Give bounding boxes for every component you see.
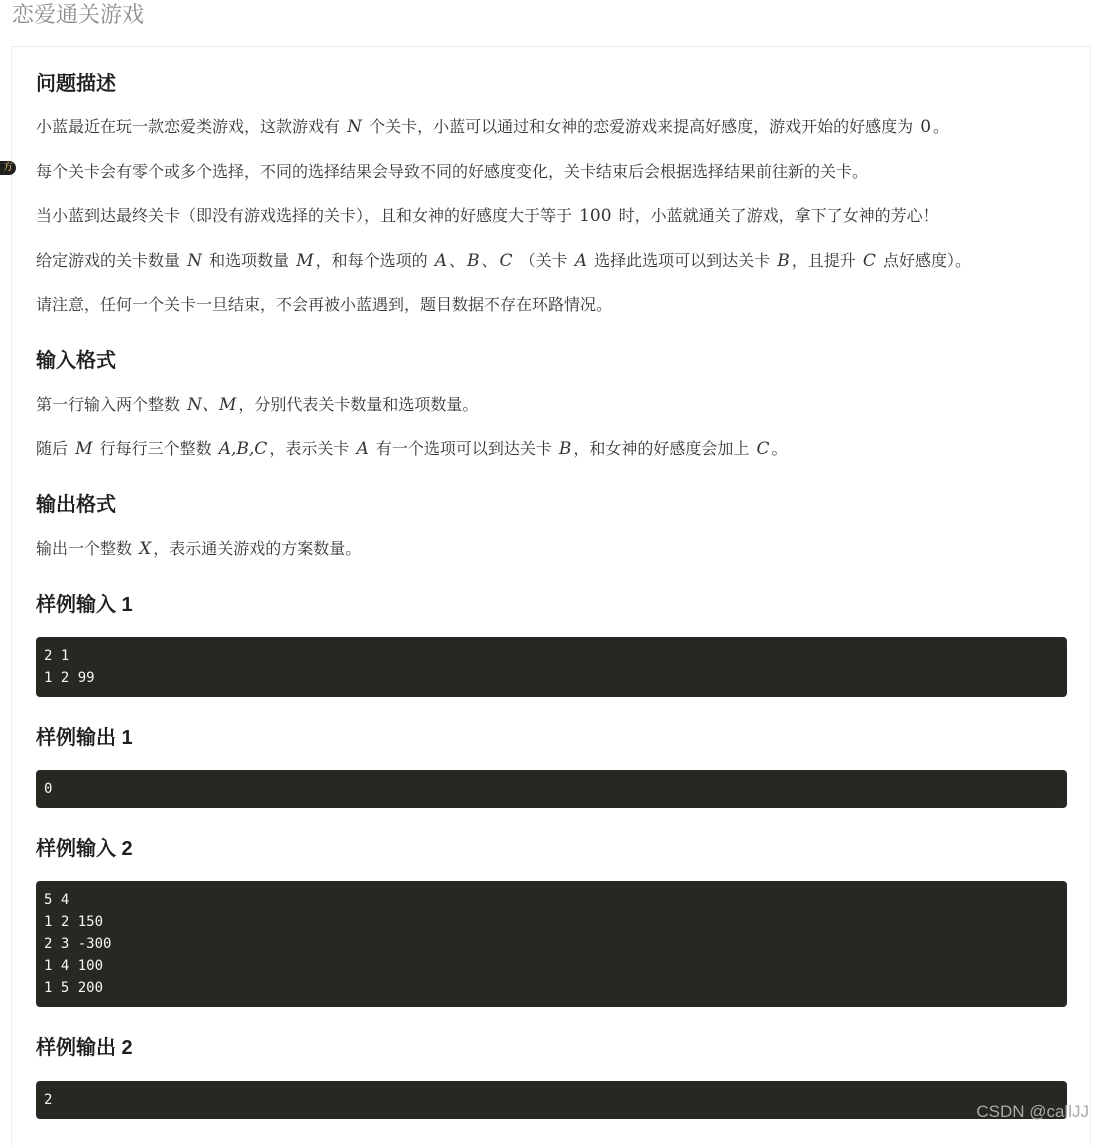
paragraph-input-line2: 随后 M 行每行三个整数 A,B,C ，表示关卡 A 有一个选项可以到达关卡 B ，和女神的好感度会加上 C 。 [36, 439, 788, 459]
watermark: CSDN @callJJ [976, 1102, 1089, 1121]
math-zero: 0 [920, 117, 932, 137]
math-N: N [187, 251, 202, 271]
code-block-sample-input-1[interactable]: 2 1 1 2 99 [36, 637, 1067, 697]
math-100: 100 [579, 206, 612, 226]
math-B: B [777, 251, 790, 271]
code-block-sample-input-2[interactable]: 5 4 1 2 150 2 3 -300 1 4 100 1 5 200 [36, 881, 1067, 1007]
side-tag[interactable]: 方 [0, 161, 16, 175]
math-A: A [356, 439, 369, 459]
paragraph-output: 输出一个整数 X ，表示通关游戏的方案数量。 [36, 539, 362, 559]
heading-sample-input-1: 样例输入 1 [36, 594, 133, 616]
math-X: X [139, 539, 152, 559]
math-N: N [347, 117, 362, 137]
math-A: A [574, 251, 588, 271]
math-B: B [467, 251, 480, 271]
code-block-sample-output-2[interactable]: 2 [36, 1081, 1067, 1119]
paragraph-win-condition: 当小蓝到达最终关卡（即没有游戏选择的关卡），且和女神的好感度大于等于 100 时，小蓝就通关了游戏，拿下了女神的芳心！ [36, 206, 939, 226]
code-block-sample-output-1[interactable]: 0 [36, 770, 1067, 808]
math-M: M [296, 251, 314, 271]
heading-sample-output-2: 样例输出 2 [36, 1037, 133, 1059]
math-C: C [756, 439, 770, 459]
math-B: B [558, 439, 572, 459]
paragraph-choices: 每个关卡会有零个或多个选择，不同的选择结果会导致不同的好感度变化，关卡结束后会根据选择结果前往新的关卡。 [36, 162, 869, 181]
paragraph-intro: 小蓝最近在玩一款恋爱类游戏，这款游戏有 N 个关卡，小蓝可以通过和女神的恋爱游戏来提高好感度，游戏开始的好感度为 0 。 [36, 117, 950, 137]
paragraph-given: 给定游戏的关卡数量 N 和选项数量 M ，和每个选项的 A 、 B 、 C （关卡 A 选择此选项可以到达关卡 B ，且提升 C 点好感度）。 [36, 251, 971, 271]
heading-problem-description: 问题描述 [36, 73, 116, 95]
math-N-M: N、M [187, 395, 237, 415]
math-C: C [499, 251, 513, 271]
heading-output-format: 输出格式 [36, 494, 116, 516]
heading-sample-input-2: 样例输入 2 [36, 838, 133, 860]
heading-input-format: 输入格式 [36, 350, 116, 372]
paragraph-input-line1: 第一行输入两个整数 N、M ，分别代表关卡数量和选项数量。 [36, 395, 479, 415]
paragraph-note: 请注意，任何一个关卡一旦结束，不会再被小蓝遇到，题目数据不存在环路情况。 [36, 295, 613, 314]
math-A: A [434, 251, 447, 271]
heading-sample-output-1: 样例输出 1 [36, 727, 133, 749]
math-M: M [75, 439, 93, 459]
math-C: C [862, 251, 876, 271]
page-title: 恋爱通关游戏 [12, 3, 145, 28]
math-A-B-C: A,B,C [218, 439, 268, 459]
